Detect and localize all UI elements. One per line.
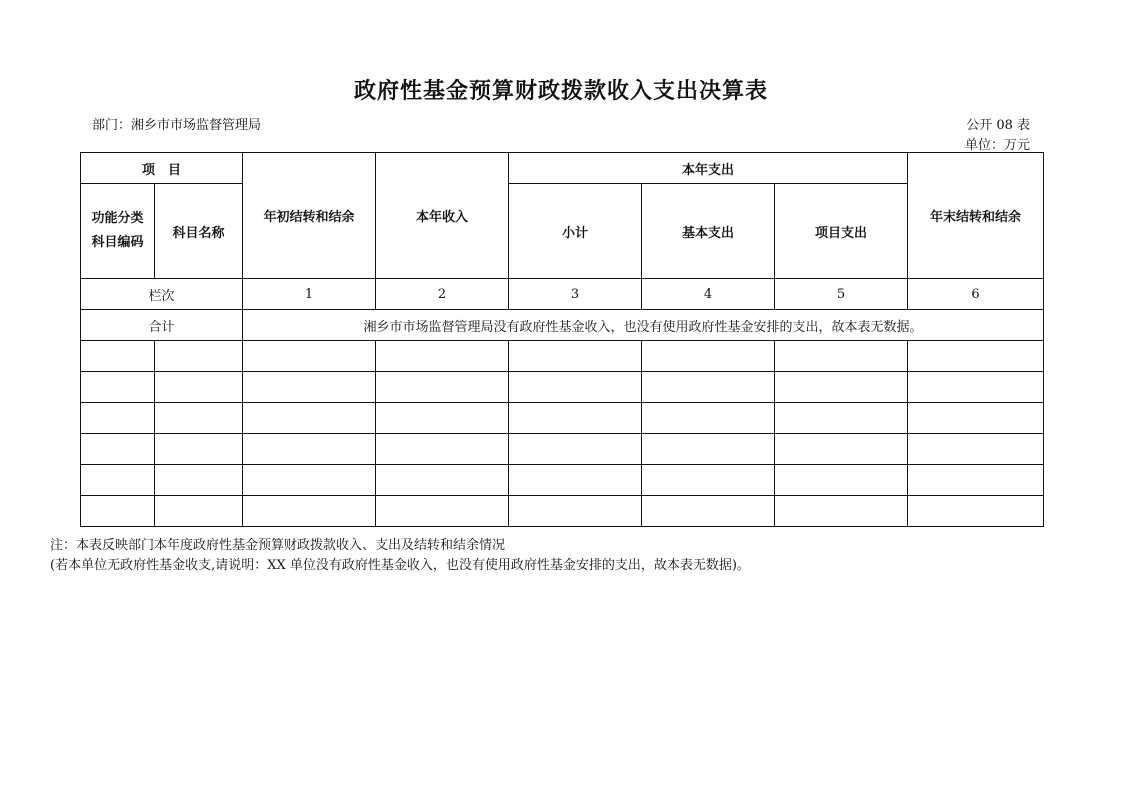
- table-row: [81, 496, 1044, 527]
- total-note: 湘乡市市场监督管理局没有政府性基金收入，也没有使用政府性基金安排的支出，故本表无数据。: [243, 310, 1044, 341]
- table-row: [81, 465, 1044, 496]
- header-income: 本年收入: [376, 153, 509, 279]
- column-index: 4: [642, 279, 775, 310]
- table-row: [81, 434, 1044, 465]
- header-closing-balance: 年末结转和结余: [908, 153, 1044, 279]
- header-opening-balance: 年初结转和结余: [243, 153, 376, 279]
- table-row: [81, 341, 1044, 372]
- header-subtotal: 小计: [509, 184, 642, 279]
- column-index: 6: [908, 279, 1044, 310]
- footnote-line: 注：本表反映部门本年度政府性基金预算财政拨款收入、支出及结转和结余情况: [50, 538, 506, 553]
- department-label: 部门：湘乡市市场监督管理局: [92, 118, 262, 133]
- column-index-row: [81, 279, 1044, 310]
- unit-label: 单位：万元: [964, 138, 1030, 153]
- page-title: 政府性基金预算财政拨款收入支出决算表: [353, 78, 768, 104]
- header-project: 项目支出: [775, 184, 908, 279]
- header-expenditure: 本年支出: [509, 153, 908, 184]
- header-basic: 基本支出: [642, 184, 775, 279]
- report-table: [80, 152, 1044, 527]
- footnote-line: (若本单位无政府性基金收支,请说明：XX 单位没有政府性基金收入，也没有使用政府性基金安排的支出，故本表无数据)。: [50, 558, 750, 573]
- column-index: 5: [775, 279, 908, 310]
- column-index: 3: [509, 279, 642, 310]
- form-number: 公开 08 表: [966, 118, 1030, 133]
- column-index: 1: [243, 279, 376, 310]
- row-label: 栏次: [81, 279, 243, 310]
- header-func-code: 功能分类科目编码: [81, 184, 155, 279]
- table-row: [81, 372, 1044, 403]
- footnotes: [50, 536, 750, 576]
- total-row: [81, 310, 1044, 341]
- total-label: 合计: [81, 310, 243, 341]
- header-item: 项 目: [81, 153, 243, 184]
- table-row: [81, 403, 1044, 434]
- column-index: 2: [376, 279, 509, 310]
- header-subject-name: 科目名称: [155, 184, 243, 279]
